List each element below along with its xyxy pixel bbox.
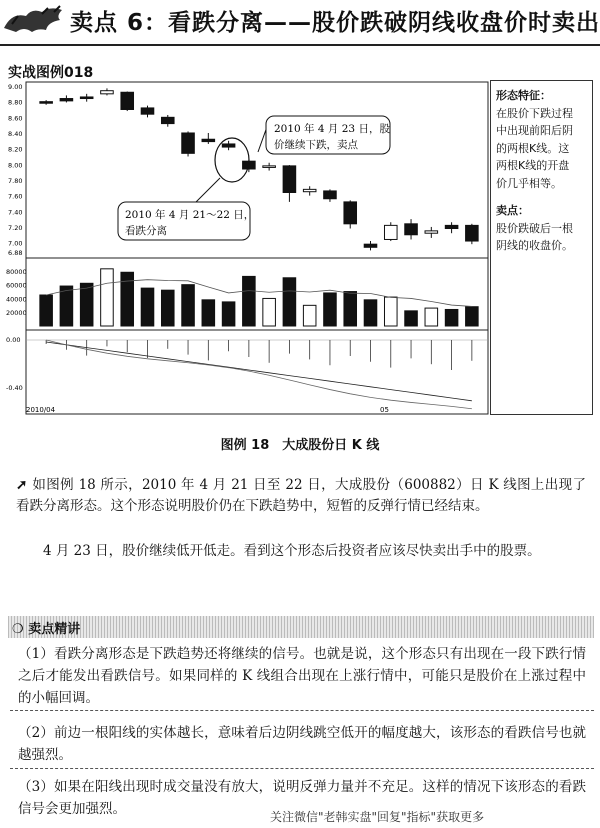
pattern-info-box (490, 80, 593, 415)
callout-sell-line2: 价继续下跌，卖点 (274, 139, 358, 151)
body-paragraph-1 (16, 475, 586, 517)
feature-line: 的两根K线。这 (496, 141, 570, 155)
candle-body (344, 202, 357, 224)
macd-dea-line (46, 340, 472, 409)
volume-bar (303, 305, 316, 326)
volume-bar (283, 278, 296, 326)
volume-tick-label: 60000 (6, 281, 27, 290)
volume-bar (405, 311, 418, 326)
paragraph-text: 如图例 18 所示，2010 年 4 月 21 日至 22 日，大成股份（600882）日 K 线图上出现了看跌分离形态。这个形态说明股价仍在下跌趋势中，短暂的反弹行情已经结束。 (16, 477, 586, 514)
candle-body (364, 244, 377, 247)
volume-bar (445, 309, 458, 326)
callout-pointer (196, 178, 220, 202)
candle-body (40, 102, 53, 104)
candle-body (405, 224, 418, 235)
y-tick-label: 9.00 (8, 83, 23, 91)
feature-line: 价几乎相等。 (496, 176, 562, 190)
volume-bar (40, 295, 53, 326)
volume-tick-label: 80000 (6, 267, 27, 276)
volume-bar (101, 269, 114, 326)
bull-logo-icon (2, 2, 66, 40)
y-tick-label: 7.00 (8, 239, 23, 248)
y-tick-label: 8.40 (8, 129, 23, 138)
candle-body (283, 166, 296, 193)
candle-body (384, 225, 397, 239)
volume-bar (384, 297, 397, 326)
y-tick-label: 7.40 (8, 208, 23, 217)
candle-body (222, 144, 235, 147)
candle-body (202, 139, 215, 141)
feature-line: 在股价下跌过程 (496, 106, 573, 120)
pen-arrow-icon: ➚ (16, 477, 28, 493)
x-label-start: 2010/04 (26, 406, 56, 414)
volume-bar (60, 286, 73, 326)
candle-body (182, 133, 195, 153)
y-tick-label: 7.80 (8, 176, 23, 185)
sell-point-line: 股价跌破后一根 (496, 221, 573, 235)
candle-body (445, 225, 458, 228)
kline-chart (6, 78, 490, 418)
volume-bar (141, 288, 154, 326)
candle-body (161, 117, 174, 123)
volume-bar (425, 308, 438, 326)
page-header (0, 0, 600, 46)
feature-title: 形态特征： (496, 89, 551, 102)
key-point-2: （2）前边一根阳线的实体越长，意味着后边阴线跳空低开的幅度越大，该形态的看跌信号也就越强烈。 (18, 725, 586, 763)
y-tick-label: 7.60 (8, 192, 23, 201)
page-title: 卖点 6：看跌分离——股价跌破阴线收盘价时卖出 (70, 10, 600, 36)
candle-body (466, 225, 479, 241)
y-tick-label: 7.20 (8, 223, 23, 232)
macd-dif-line (46, 342, 472, 401)
volume-bar (182, 285, 195, 326)
callout-sell-line1: 2010 年 4 月 23 日，股 (274, 123, 390, 135)
candle-body (263, 166, 276, 168)
candle-body (101, 91, 114, 94)
candle-body (425, 231, 438, 233)
candle-body (303, 189, 316, 191)
feature-line: 中出现前阳后阴 (496, 124, 573, 137)
section-header (8, 616, 594, 638)
figure-caption: 图例 18 大成股份日 K 线 (220, 438, 380, 453)
volume-bar (364, 300, 377, 326)
candle-body (324, 191, 337, 199)
volume-bar (202, 300, 215, 326)
volume-bar (344, 292, 357, 326)
dashed-divider (10, 768, 594, 769)
candle-body (141, 108, 154, 114)
sell-point-line: 阴线的收盘价。 (496, 239, 573, 252)
key-point-1: （1）看跌分离形态是下跌趋势还将继续的信号。也就是说，这个形态只有出现在一段下跌行情之后才能发出看跌信号。如果同样的 K 线组合出现在上涨行情中，可能只是股价在上涨过程中的小幅回调。 (18, 646, 586, 706)
section-label: ❍ 卖点精讲 (12, 622, 81, 637)
candle-body (121, 92, 134, 109)
volume-bar (466, 307, 479, 326)
volume-bar (222, 302, 235, 326)
feature-line: 两根K线的开盘 (496, 159, 570, 172)
y-tick-label: 8.80 (8, 98, 23, 107)
x-label-may: 05 (380, 406, 389, 414)
sell-point-title: 卖点： (496, 204, 529, 217)
volume-bar (324, 293, 337, 326)
volume-tick-label: 40000 (6, 295, 27, 304)
macd-tick-label: 0.00 (6, 336, 21, 344)
volume-bar (161, 290, 174, 326)
candle-body (80, 97, 93, 99)
y-tick-label: 8.20 (8, 145, 23, 154)
callout-pattern-line2: 看跌分离 (125, 225, 167, 237)
y-tick-label: 8.00 (8, 161, 23, 170)
figure-subtitle: 实战图例018 (8, 65, 94, 81)
key-point-3: （3）如果在阳线出现时成交量没有放大，说明反弹力量并不充足。这样的情况下该形态的看跌信号会更加强烈。 (18, 779, 586, 817)
volume-bar (243, 276, 256, 326)
volume-bar (121, 272, 134, 326)
macd-tick-label: -0.40 (6, 384, 23, 392)
body-paragraph-2 (16, 541, 586, 562)
dashed-divider (10, 710, 594, 711)
callout-pattern-line1: 2010 年 4 月 21～22 日， (125, 209, 255, 221)
y-tick-label: 6.88 (8, 249, 23, 257)
watermark: 关注微信"老韩实盘"回复"指标"获取更多 (270, 810, 485, 824)
y-tick-label: 8.60 (8, 114, 23, 123)
volume-bar (80, 283, 93, 326)
volume-tick-label: 20000 (6, 309, 27, 318)
candle-body (60, 99, 73, 101)
chart-frame (26, 82, 488, 414)
volume-bar (263, 298, 276, 326)
paragraph-text: 4 月 23 日，股价继续低开低走。看到这个形态后投资者应该尽快卖出手中的股票。 (43, 543, 541, 559)
